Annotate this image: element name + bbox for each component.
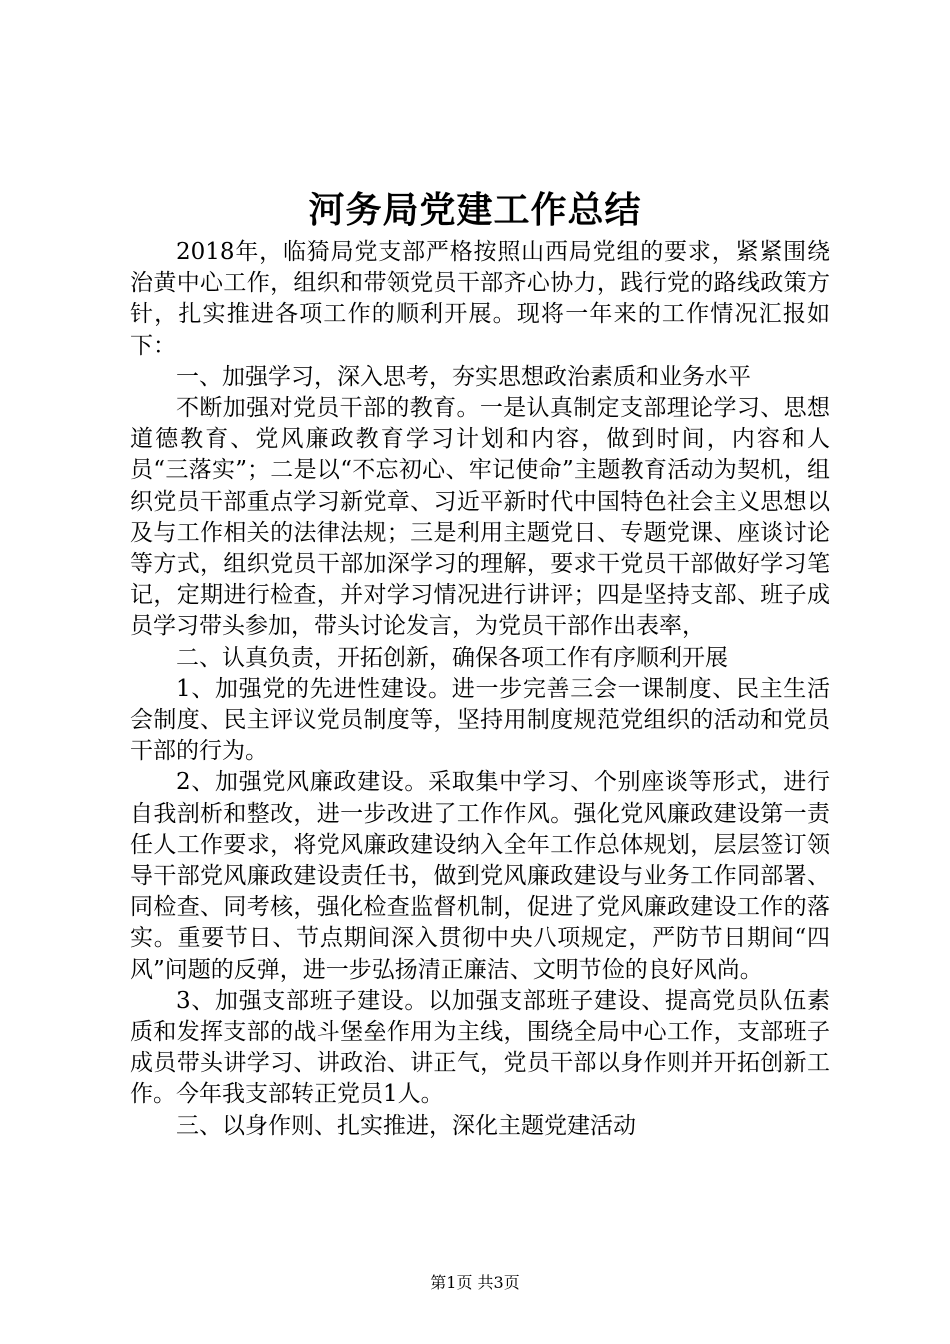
page-number-footer: 第1页 共3页 [430, 1273, 520, 1292]
section-2-item-2: 2、加强党风廉政建设。采取集中学习、个别座谈等形式，进行自我剖析和整改，进一步改进了工作作风。强化党风廉政建设第一责任人工作要求，将党风廉政建设纳入全年工作总体规划，层层签订领导干部党风廉政建设责任书，做到党风廉政建设与业务工作同部署、同检查、同考核，强化检查监督机制，促进了党风廉政建设工作的落实。重要节日、节点期间深入贯彻中央八项规定，严防节日期间“四风”问题的反弹，进一步弘扬清正廉洁、文明节俭的良好风尚。 [130, 769, 830, 983]
section-2-item-1: 1、加强党的先进性建设。进一步完善三会一课制度、民主生活会制度、民主评议党员制度等，坚持用制度规范党组织的活动和党员干部的行为。 [130, 675, 830, 765]
section-heading-3: 三、以身作则、扎实推进，深化主题党建活动 [176, 1112, 636, 1139]
intro-paragraph: 2018年，临猗局党支部严格按照山西局党组的要求，紧紧围绕治黄中心工作，组织和带领党员干部齐心协力，践行党的路线政策方针，扎实推进各项工作的顺利开展。现将一年来的工作情况汇报如下： [130, 239, 830, 359]
document-body [130, 237, 830, 1142]
section-heading-2: 二、认真负责，开拓创新，确保各项工作有序顺利开展 [176, 644, 728, 671]
section-1-paragraph: 不断加强对党员干部的教育。一是认真制定支部理论学习、思想道德教育、党风廉政教育学习计划和内容，做到时间，内容和人员“三落实”；二是以“不忘初心、牢记使命”主题教育活动为契机，组织党员干部重点学习新党章、习近平新时代中国特色社会主义思想以及与工作相关的法律法规；三是利用主题党日、专题党课、座谈讨论等方式，组织党员干部加深学习的理解，要求干党员干部做好学习笔记，定期进行检查，并对学习情况进行讲评；四是坚持支部、班子成员学习带头参加，带头讨论发言，为党员干部作出表率， [130, 395, 830, 640]
document-title: 河务局党建工作总结 [308, 189, 642, 231]
section-2-item-3: 3、加强支部班子建设。以加强支部班子建设、提高党员队伍素质和发挥支部的战斗堡垒作用为主线，围绕全局中心工作，支部班子成员带头讲学习、讲政治、讲正气，党员干部以身作则并开拓创新工作。今年我支部转正党员1人。 [130, 987, 830, 1108]
section-heading-1: 一、加强学习，深入思考，夯实思想政治素质和业务水平 [176, 363, 751, 390]
